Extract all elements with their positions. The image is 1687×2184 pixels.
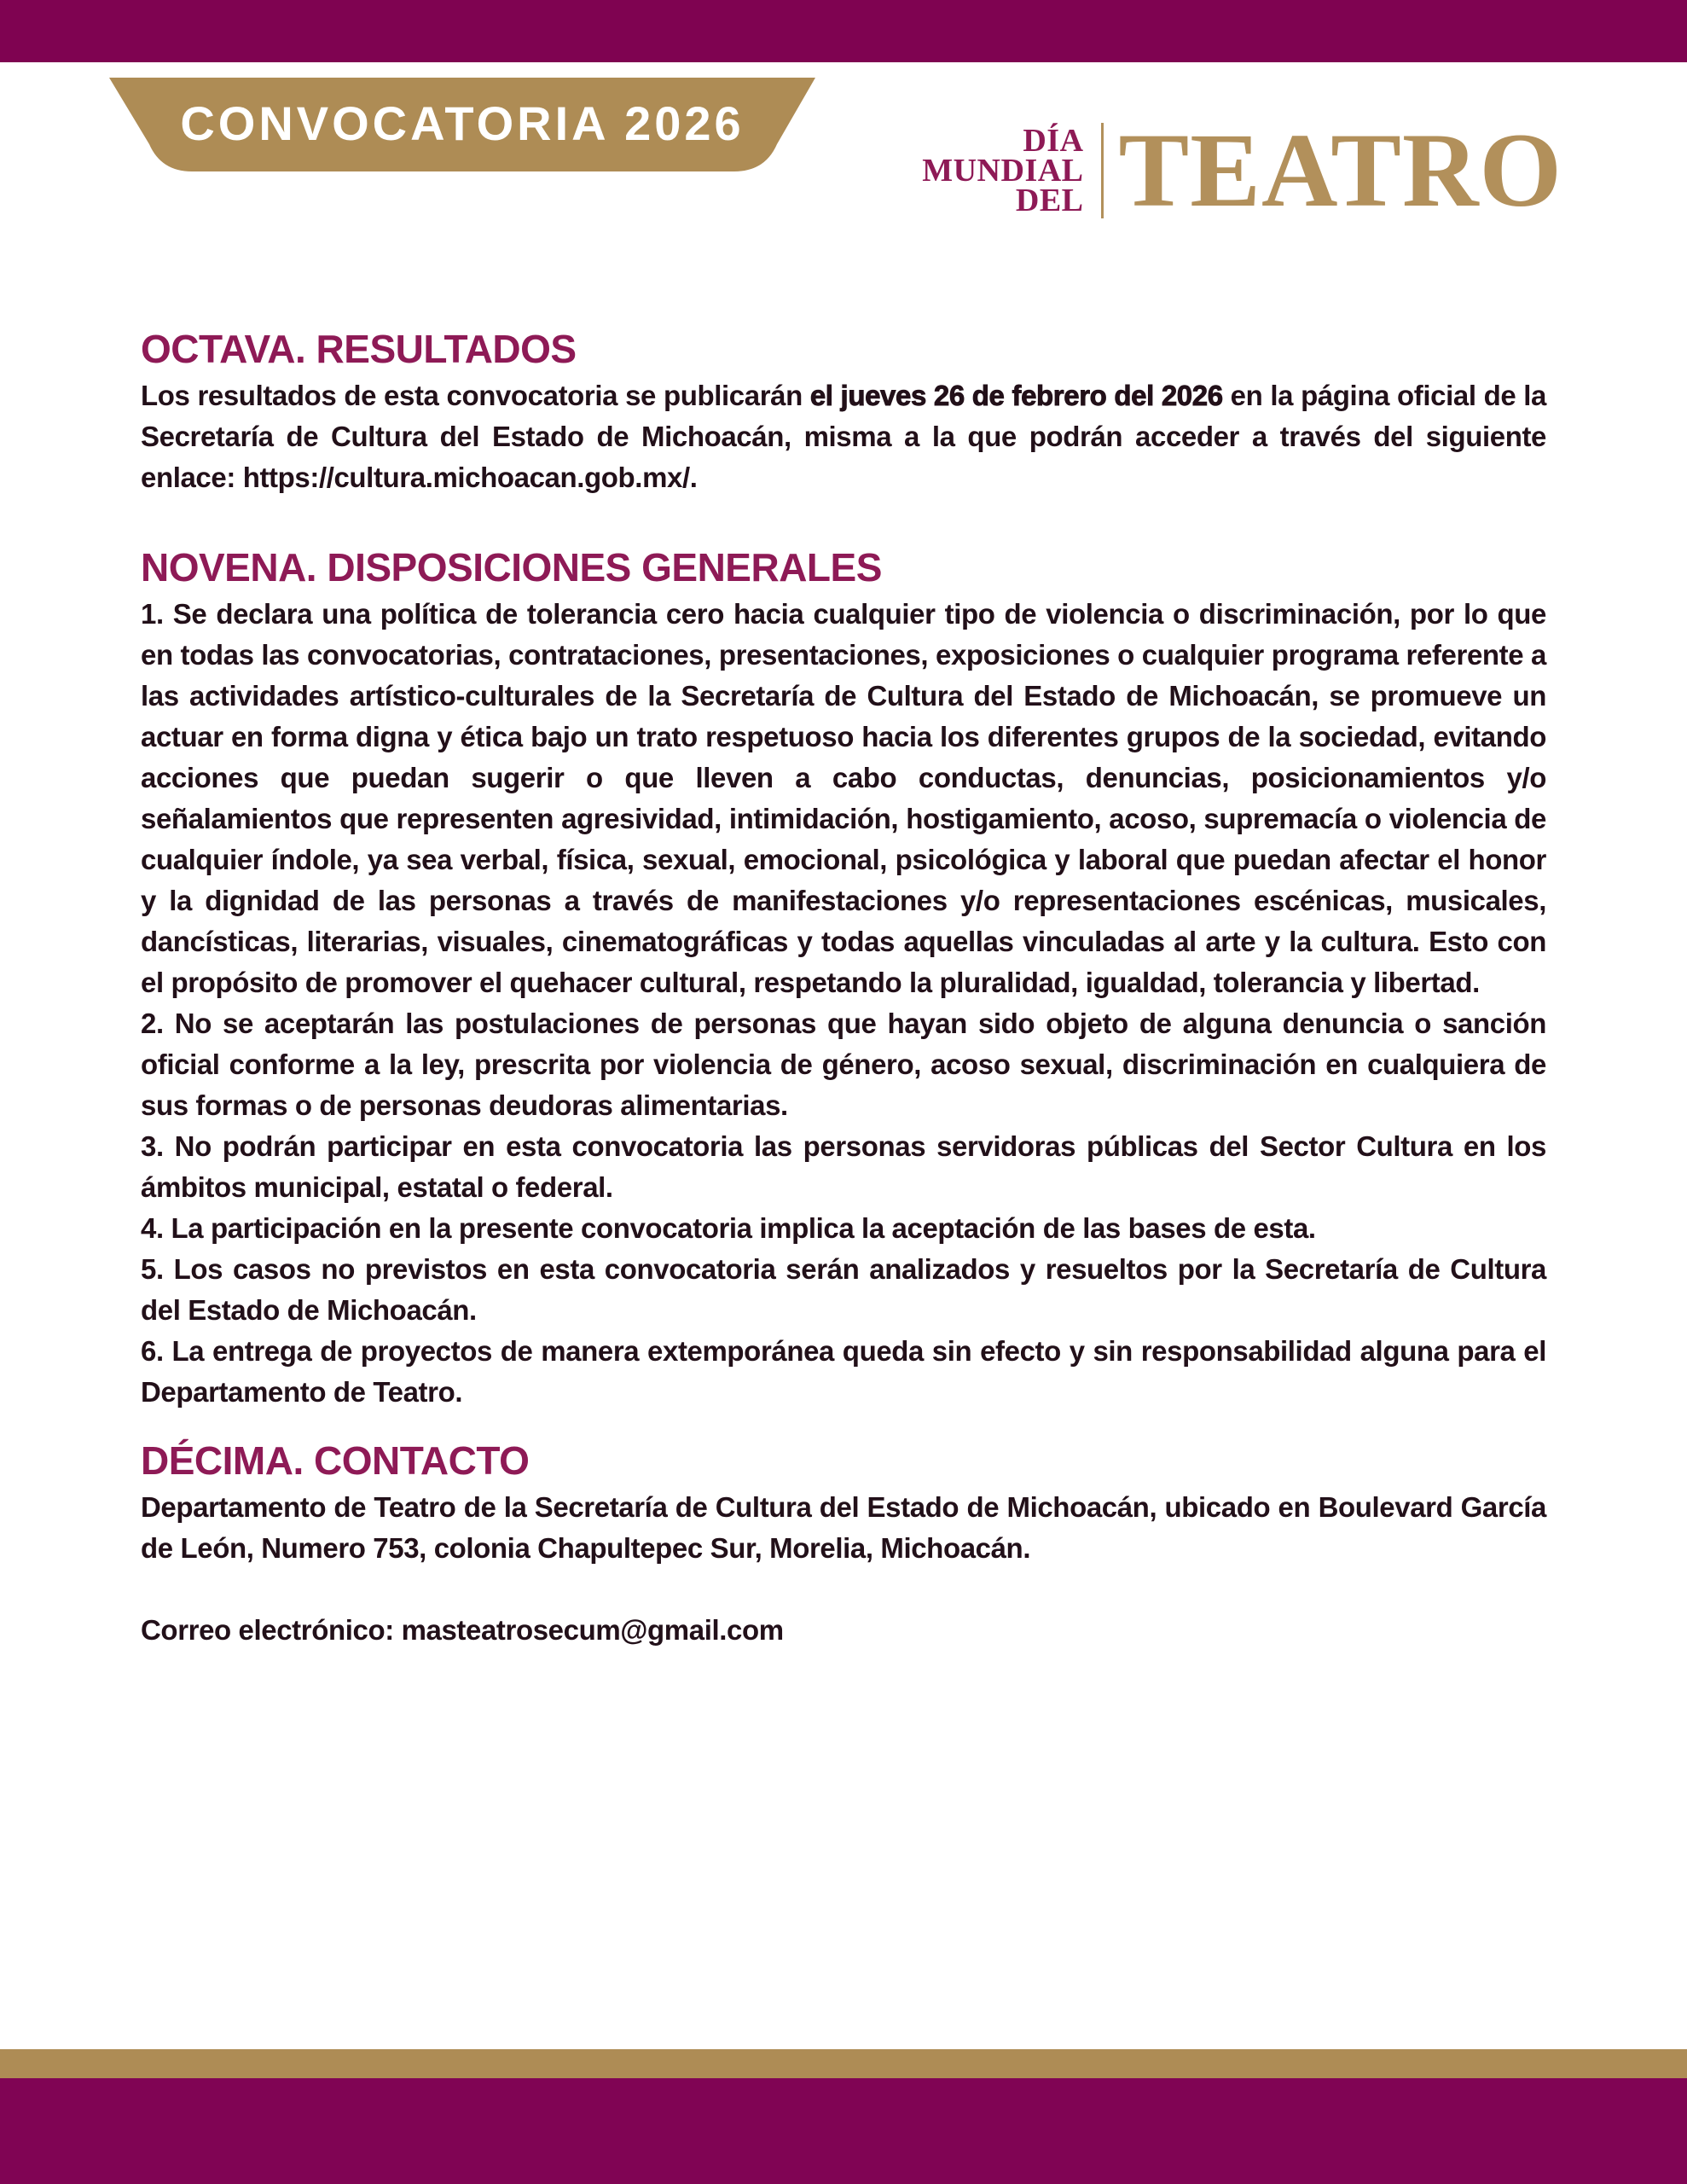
contact-email-line xyxy=(141,1610,1546,1651)
section-title-octava: OCTAVA. RESULTADOS xyxy=(141,327,577,371)
octava-intro-text: Los resultados de esta convocatoria se publicarán xyxy=(141,380,810,411)
novena-item-3: 3. No podrán participar en esta convocatoria las personas servidoras públicas del Sector Cultura en los ámbitos municipal, estatal o federal. xyxy=(141,1130,1546,1203)
banner-label: CONVOCATORIA 2026 xyxy=(180,96,745,151)
section-title-novena: NOVENA. DISPOSICIONES GENERALES xyxy=(141,545,882,590)
logo-day-lines xyxy=(922,122,1084,218)
results-url-link[interactable]: https://cultura.michoacan.gob.mx/. xyxy=(242,462,698,493)
novena-item-4: 4. La participación en la presente convocatoria implica la aceptación de las bases de esta. xyxy=(141,1212,1316,1244)
document-content xyxy=(141,327,1546,1651)
email-address-link[interactable]: masteatrosecum@gmail.com xyxy=(401,1614,784,1646)
results-date-text: el jueves 26 de febrero del 2026 xyxy=(809,380,1223,411)
octava-after-date-text: en la página oficial de la Secretaría de Cultura del Estado de Michoacán, misma a la que podrán acceder a través del siguiente enlace: xyxy=(141,380,1547,493)
email-label: Correo electrónico: xyxy=(141,1614,402,1646)
novena-item-2: 2. No se aceptarán las postulaciones de personas que hayan sido objeto de alguna denuncia o sanción oficial conforme a la ley, prescrita por violencia de género, acoso sexual, discriminación en cualquiera de sus formas o de personas deudoras alimentarias. xyxy=(141,1008,1546,1121)
octava-paragraph xyxy=(141,375,1546,498)
logo-wordmark-teatro: TEATRO xyxy=(1118,112,1562,229)
bottom-gold-bar xyxy=(0,2049,1687,2078)
footer-maroon-band xyxy=(0,2078,1687,2184)
novena-item-6: 6. La entrega de proyectos de manera extemporánea queda sin efecto y sin responsabilidad alguna para el Departamento de Teatro. xyxy=(141,1335,1546,1408)
world-theatre-day-logo xyxy=(922,112,1562,229)
contact-address-paragraph: Departamento de Teatro de la Secretaría de Cultura del Estado de Michoacán, ubicado en Boulevard García de León, Numero 753, colonia Chapultepec Sur, Morelia, Michoacán. xyxy=(141,1491,1546,1564)
logo-divider-line xyxy=(1101,123,1104,218)
logo-line-dia: DÍA xyxy=(1023,122,1084,159)
convocatoria-banner xyxy=(109,78,815,171)
section-title-decima: DÉCIMA. CONTACTO xyxy=(141,1438,530,1483)
logo-line-del: DEL xyxy=(1015,182,1084,218)
novena-item-1: 1. Se declara una política de tolerancia cero hacia cualquier tipo de violencia o discriminación, por lo que en todas las convocatorias, contrataciones, presentaciones, exposiciones o cualquier programa referente a las actividades artístico-culturales de la Secretaría de Cultura del Estado de Michoacán, se promueve un actuar en forma digna y ética bajo un trato respetuoso hacia los diferentes grupos de la sociedad, evitando acciones que puedan sugerir o que lleven a cabo conductas, denuncias, posicionamientos y/o señalamientos que representen agresividad, intimidación, hostigamiento, acoso, supremacía o violencia de cualquier índole, ya sea verbal, física, sexual, emocional, psicológica y laboral que puedan afectar el honor y la dignidad de las personas a través de manifestaciones y/o representaciones escénicas, musicales, dancísticas, literarias, visuales, cinematográficas y todas aquellas vinculadas al arte y la cultura. Esto con el propósito de promover el quehacer cultural, respetando la pluralidad, igualdad, tolerancia y libertad. xyxy=(141,598,1546,998)
logo-line-mundial: MUNDIAL xyxy=(922,152,1084,189)
novena-item-5: 5. Los casos no previstos en esta convocatoria serán analizados y resueltos por la Secretaría de Cultura del Estado de Michoacán. xyxy=(141,1253,1546,1326)
top-maroon-band xyxy=(0,0,1687,62)
